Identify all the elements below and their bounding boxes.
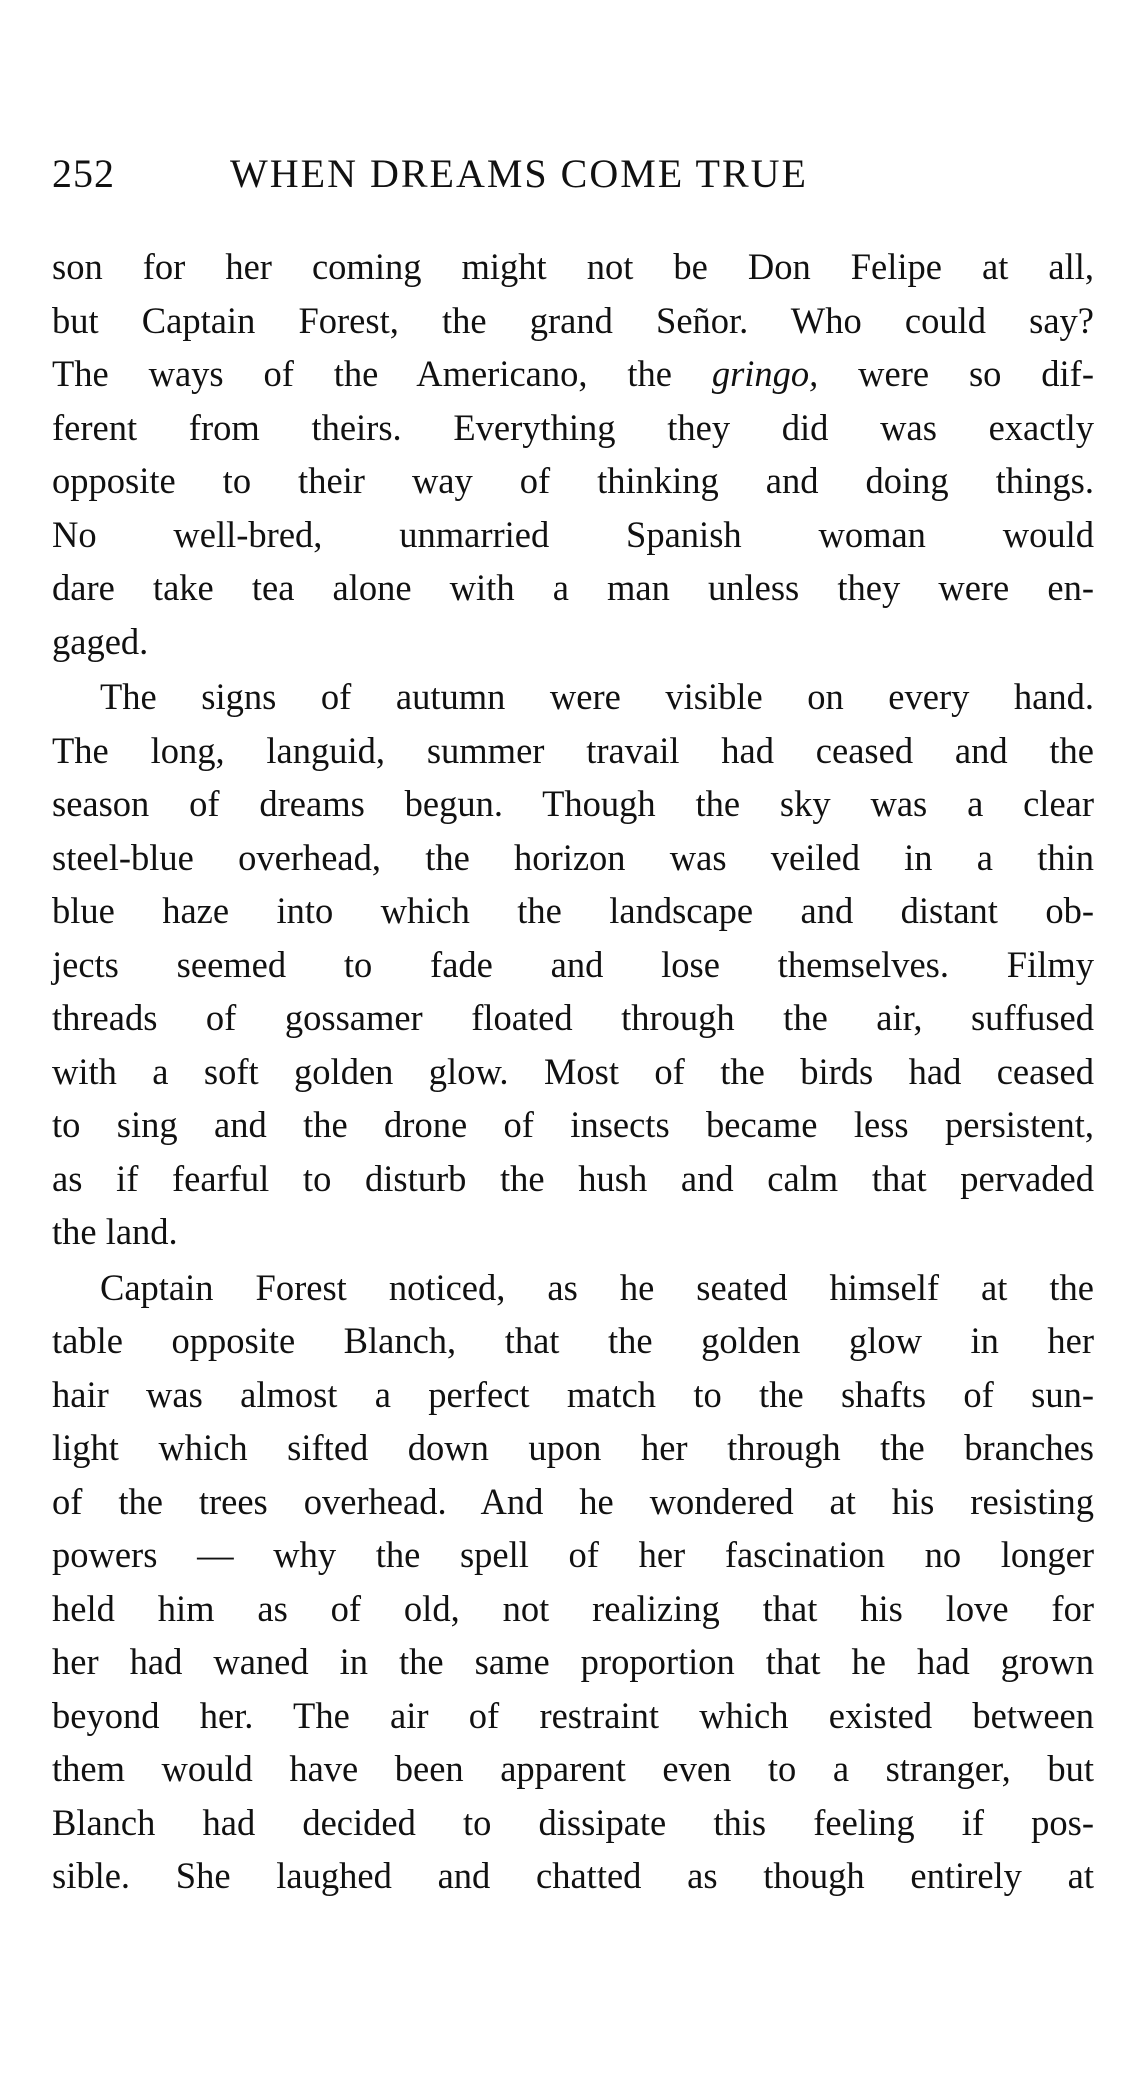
text-line: blue haze into which the landscape and distant ob- bbox=[52, 890, 1094, 931]
text-line: table opposite Blanch, that the golden glow in her bbox=[52, 1320, 1094, 1361]
text-line: dare take tea alone with a man unless they were en- bbox=[52, 567, 1094, 608]
text-line: The long, languid, summer travail had ceased and the bbox=[52, 729, 1094, 771]
book-page bbox=[52, 150, 1094, 1903]
text-line: of the trees overhead. And he wondered at his resisting bbox=[52, 1480, 1094, 1522]
text-line: Captain Forest noticed, as he seated himself at the bbox=[100, 1266, 1094, 1308]
text-line: gaged. bbox=[52, 620, 149, 662]
text-line: as if fearful to disturb the hush and calm that pervaded bbox=[52, 1157, 1094, 1199]
text-line: powers — why the spell of her fascination no longer bbox=[52, 1534, 1094, 1575]
text-line: season of dreams begun. Though the sky was a clear bbox=[52, 783, 1094, 824]
text-line: steel-blue overhead, the horizon was veiled in a thin bbox=[52, 836, 1094, 878]
text-line: Blanch had decided to dissipate this feeling if pos- bbox=[52, 1801, 1094, 1843]
page-number: 252 bbox=[52, 151, 115, 196]
paragraph-1 bbox=[52, 240, 1094, 668]
text-line: but Captain Forest, the grand Señor. Who could say? bbox=[52, 299, 1094, 341]
text-line: held him as of old, not realizing that his love for bbox=[52, 1587, 1094, 1629]
text-line: son for her coming might not be Don Felipe at all, bbox=[52, 246, 1094, 287]
body-text bbox=[52, 240, 1094, 1903]
text-line: her had waned in the same proportion that he had grown bbox=[52, 1641, 1094, 1682]
text-line: beyond her. The air of restraint which existed between bbox=[52, 1694, 1094, 1736]
text-line: jects seemed to fade and lose themselves. Filmy bbox=[52, 943, 1094, 985]
running-head bbox=[52, 150, 1094, 210]
text-line: light which sifted down upon her through the branches bbox=[52, 1427, 1094, 1468]
text-line: opposite to their way of thinking and doing things. bbox=[52, 460, 1094, 501]
text-line: the land. bbox=[52, 1211, 178, 1252]
paragraph-3 bbox=[52, 1261, 1094, 1903]
text-line: them would have been apparent even to a stranger, but bbox=[52, 1748, 1094, 1789]
text-line: The signs of autumn were visible on every hand. bbox=[100, 676, 1094, 717]
italic-word: gringo, bbox=[711, 353, 819, 394]
paragraph-2 bbox=[52, 670, 1094, 1259]
text-line: The ways of the Americano, the gringo, were so dif- bbox=[52, 353, 1094, 394]
text-line: to sing and the drone of insects became less persistent, bbox=[52, 1104, 1094, 1145]
running-title: WHEN DREAMS COME TRUE bbox=[230, 151, 808, 196]
text-line: hair was almost a perfect match to the shafts of sun- bbox=[52, 1373, 1094, 1415]
text-line: threads of gossamer floated through the air, suffused bbox=[52, 997, 1094, 1038]
text-line: sible. She laughed and chatted as though entirely at bbox=[52, 1855, 1094, 1896]
text-line: No well-bred, unmarried Spanish woman would bbox=[52, 513, 1094, 555]
text-line: ferent from theirs. Everything they did was exactly bbox=[52, 406, 1094, 448]
text-line: with a soft golden glow. Most of the birds had ceased bbox=[52, 1050, 1094, 1092]
